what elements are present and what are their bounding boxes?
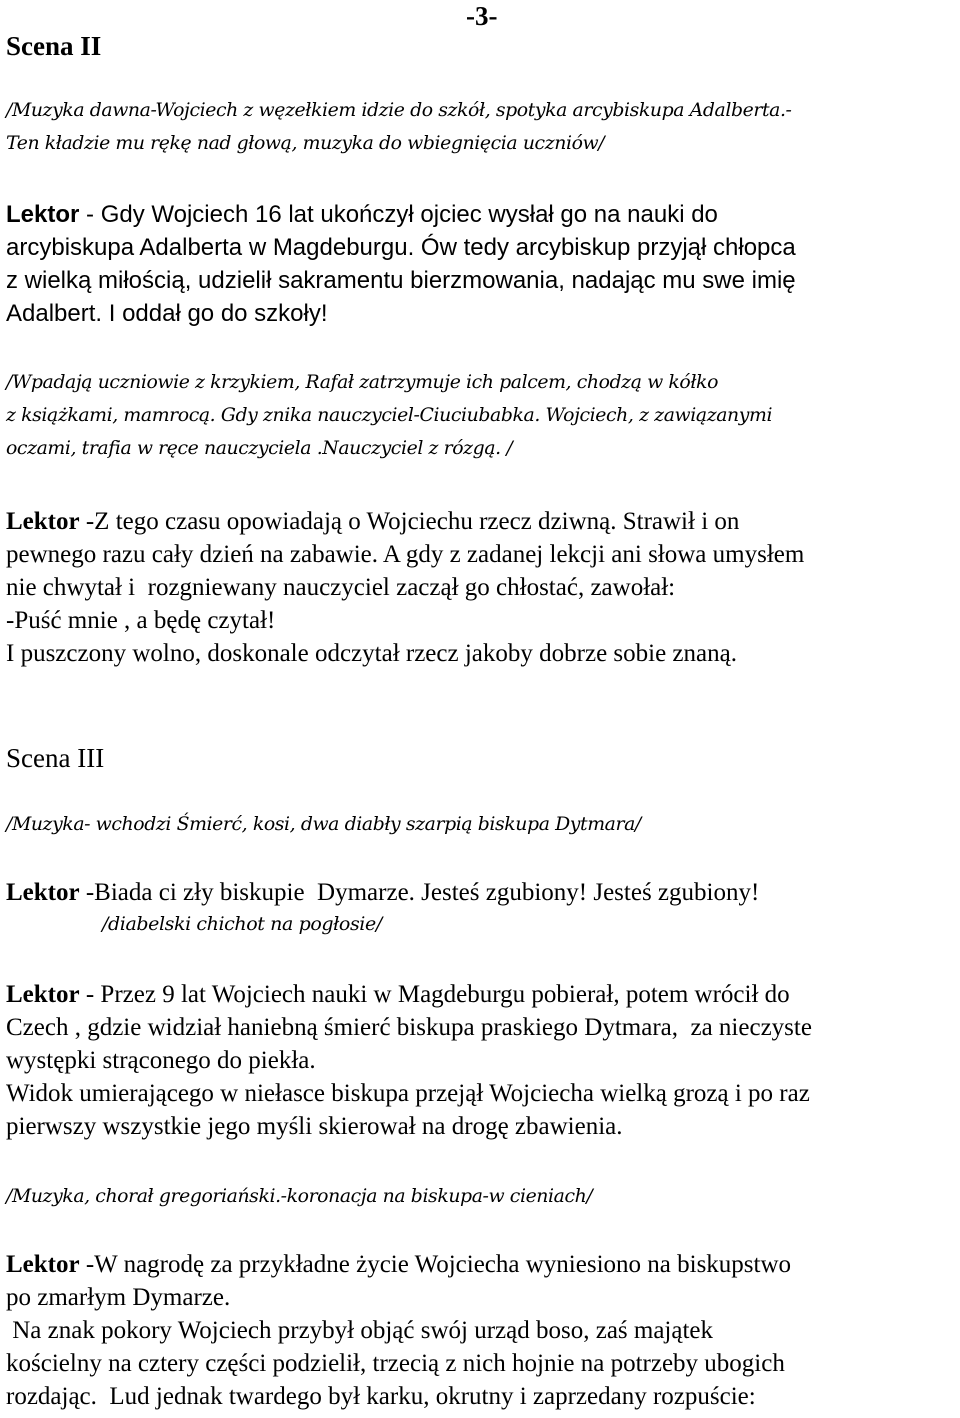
speaker-label: Lektor — [6, 879, 80, 906]
dialogue-line: nie chwytał i rozgniewany nauczyciel zaczął go chłostać, zawołał: — [6, 574, 676, 601]
stage-line: oczami, trafia w ręce nauczyciela .Nauczyciel z rózgą. / — [6, 438, 513, 459]
speaker-label: Lektor — [6, 981, 80, 1008]
scene-2-lektor-paragraph-1 — [6, 198, 796, 330]
scene-2-title: Scena II — [6, 31, 102, 61]
scene-2-stage-direction-1 — [6, 94, 958, 160]
stage-line: /Muzyka dawna-Wojciech z węzełkiem idzie do szkół, spotyka arcybiskupa Adalberta.- — [6, 100, 792, 121]
speaker-label: Lektor — [6, 508, 80, 535]
stage-line: /diabelski chichot na pogłosie/ — [102, 913, 382, 935]
dialogue-line: -Puść mnie , a będę czytał! — [6, 607, 276, 634]
scene-3-stage-direction-3 — [6, 1180, 958, 1213]
stage-line: /Muzyka, chorał gregoriański.-koronacja na biskupa-w cieniach/ — [6, 1186, 593, 1207]
speaker-label: Lektor — [6, 201, 80, 228]
scene-3-stage-direction-1 — [6, 808, 958, 841]
speaker-label: Lektor — [6, 1251, 80, 1278]
dialogue-line: Na znak pokory Wojciech przybył objąć swój urząd boso, zaś majątek — [6, 1317, 714, 1344]
dialogue-line: pewnego razu cały dzień na zabawie. A gdy z zadanej lekcji ani słowa umysłem — [6, 541, 805, 568]
dialogue-line: występki strąconego do piekła. — [6, 1047, 316, 1074]
stage-line: /Wpadają uczniowie z krzykiem, Rafał zatrzymuje ich palcem, chodzą w kółko — [6, 372, 719, 393]
scene-3-stage-direction-2 — [102, 908, 702, 941]
scene-3-title: Scena III — [6, 743, 105, 773]
dialogue-line: rozdając. Lud jednak twardego był karku, okrutny i zaprzedany rozpuście: — [6, 1383, 756, 1410]
scene-3-lektor-paragraph-3 — [6, 1248, 791, 1413]
scene-3-lektor-line-1 — [6, 876, 759, 909]
scene-3-lektor-paragraph-2 — [6, 978, 812, 1143]
dialogue-text: - Gdy Wojciech 16 lat ukończył ojciec wysłał go na nauki do — [79, 201, 718, 228]
dialogue-line: I puszczony wolno, doskonale odczytał rzecz jakoby dobrze sobie znaną. — [6, 640, 737, 667]
stage-line: z książkami, mamrocą. Gdy znika nauczyciel-Ciuciubabka. Wojciech, z zawiązanymi — [6, 405, 773, 426]
dialogue-line: Widok umierającego w niełasce biskupa przejął Wojciecha wielką grozą i po raz — [6, 1080, 810, 1107]
stage-line: /Muzyka- wchodzi Śmierć, kosi, dwa diabły szarpią biskupa Dytmara/ — [6, 814, 641, 835]
dialogue-text: -Biada ci zły biskupie Dymarze. Jesteś zgubiony! Jesteś zgubiony! — [79, 879, 760, 906]
dialogue-line: kościelny na cztery części podzielił, trzecią z nich hojnie na potrzeby ubogich — [6, 1350, 785, 1377]
scene-2-stage-direction-2 — [6, 366, 958, 465]
stage-line: Ten kładzie mu rękę nad głową, muzyka do wbiegnięcia uczniów/ — [6, 133, 605, 154]
dialogue-line: arcybiskupa Adalberta w Magdeburgu. Ów tedy arcybiskup przyjął chłopca — [6, 234, 796, 261]
page-number: -3- — [466, 1, 498, 31]
scene-2-lektor-paragraph-2 — [6, 505, 804, 670]
dialogue-line: Czech , gdzie widział haniebną śmierć biskupa praskiego Dytmara, za nieczyste — [6, 1014, 812, 1041]
dialogue-line: Adalbert. I oddał go do szkoły! — [6, 300, 328, 327]
dialogue-line: po zmarłym Dymarze. — [6, 1284, 231, 1311]
dialogue-line: pierwszy wszystkie jego myśli skierował na drogę zbawienia. — [6, 1113, 623, 1140]
dialogue-text: - Przez 9 lat Wojciech nauki w Magdeburgu pobierał, potem wrócił do — [79, 981, 790, 1008]
dialogue-text: -W nagrodę za przykładne życie Wojciecha wyniesiono na biskupstwo — [79, 1251, 792, 1278]
dialogue-text: -Z tego czasu opowiadają o Wojciechu rzecz dziwną. Strawił i on — [79, 508, 740, 535]
dialogue-line: z wielką miłością, udzielił sakramentu bierzmowania, nadając mu swe imię — [6, 267, 796, 294]
